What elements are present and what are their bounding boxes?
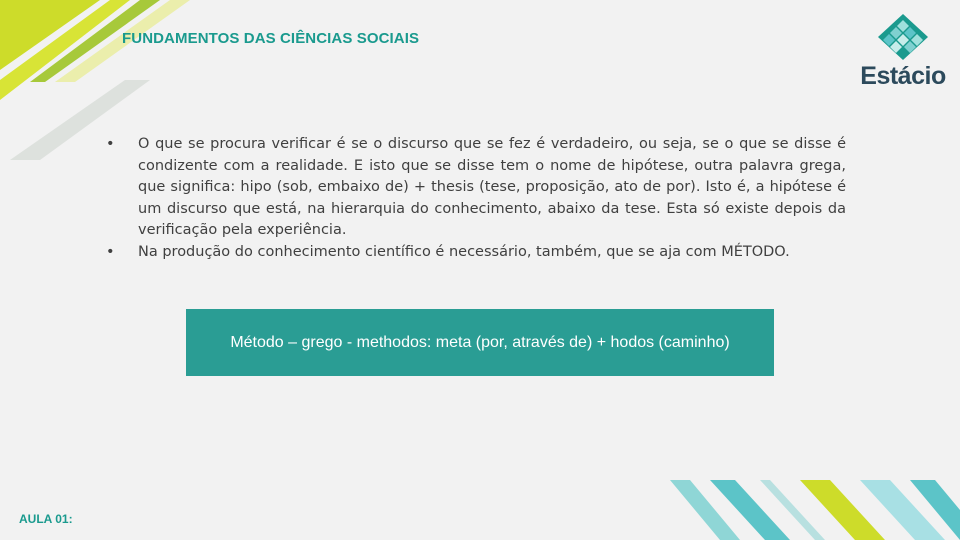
bullet-item: • Na produção do conhecimento científico é necessário, também, que se aja com MÉTODO.	[106, 242, 846, 264]
method-definition-box	[186, 309, 774, 376]
bullet-list	[106, 134, 846, 263]
diamond-grid-icon	[878, 14, 928, 60]
decorative-stripes-bottom-right	[660, 480, 960, 540]
method-definition-text: Método – grego - methodos: meta (por, através de) + hodos (caminho)	[230, 333, 730, 351]
estacio-logo	[858, 14, 948, 92]
lesson-label: AULA 01:	[19, 512, 73, 526]
logo-wordmark: Estácio	[860, 62, 946, 90]
bullet-item: • O que se procura verificar é se o discurso que se fez é verdadeiro, ou seja, se o que se disse é condizente com a realidade. E isto que se disse tem o nome de hipótese, outra palavra grega, que significa: hipo (sob, embaixo de) + thesis (tese, proposição, ato de por). Isto é, a hipótese é um discurso que está, na hierarquia do conhecimento, abaixo da tese. Esta só existe depois da verificação pela experiência.	[106, 134, 846, 242]
slide-title: FUNDAMENTOS DAS CIÊNCIAS SOCIAIS	[122, 30, 420, 47]
